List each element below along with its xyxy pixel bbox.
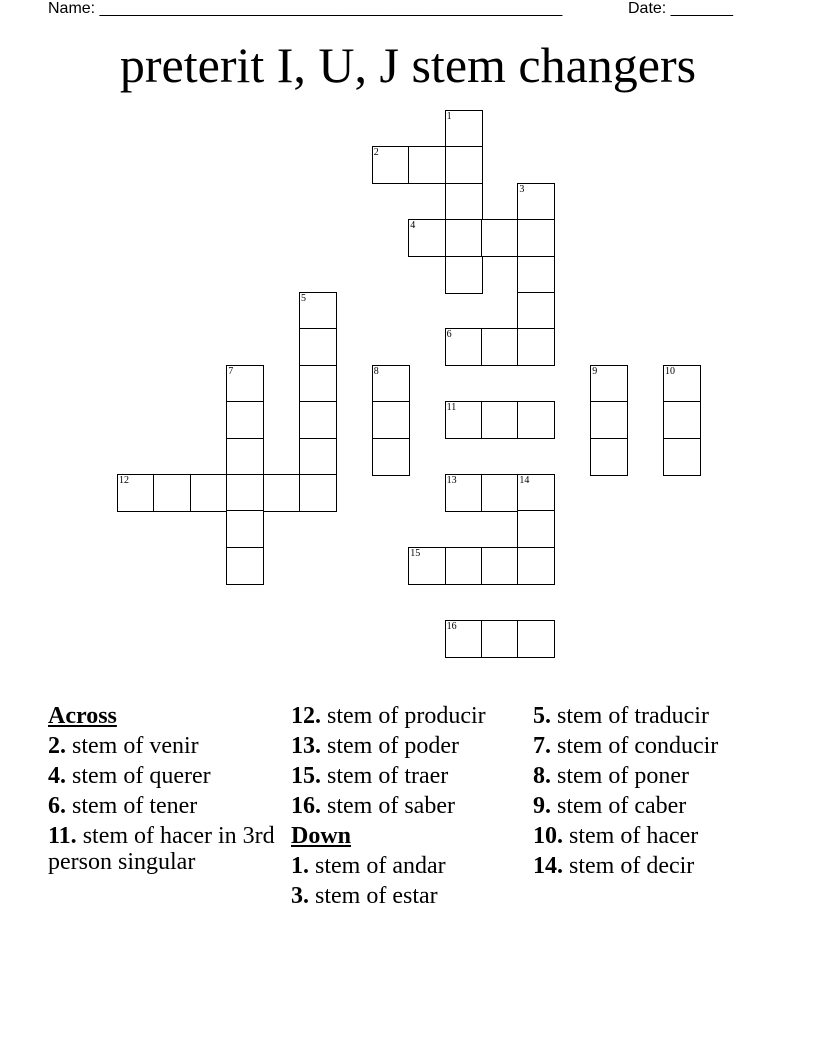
grid-cell[interactable] <box>517 474 555 512</box>
grid-cell[interactable] <box>153 474 191 512</box>
clue-number-label: 8 <box>373 365 379 377</box>
grid-cell[interactable] <box>481 401 519 439</box>
clue-number-label: 12 <box>119 475 129 486</box>
grid-cell[interactable] <box>408 547 446 585</box>
grid-cell[interactable] <box>263 474 301 512</box>
grid-cell[interactable] <box>299 474 337 512</box>
clue-text: stem of decir <box>569 853 695 879</box>
clue-across-11 <box>48 823 280 875</box>
grid-cell[interactable] <box>445 219 483 257</box>
grid-cell[interactable] <box>663 365 701 403</box>
grid-cell[interactable] <box>481 219 519 257</box>
clue-number-label: 14 <box>519 475 530 486</box>
grid-cell[interactable] <box>517 328 555 366</box>
clue-number: 13. <box>291 733 321 759</box>
grid-cell[interactable] <box>517 256 555 294</box>
date-field: Date: _______ <box>628 0 733 17</box>
clue-across-6 <box>48 793 280 819</box>
clue-text: stem of venir <box>72 733 199 759</box>
clues-column-2 <box>291 703 523 913</box>
clue-text: stem of saber <box>327 793 455 819</box>
clue-number: 1. <box>291 853 309 879</box>
clue-number: 7. <box>533 733 551 759</box>
clue-across-13 <box>291 733 523 759</box>
grid-cell[interactable] <box>517 510 555 548</box>
clue-number: 14. <box>533 853 563 879</box>
clue-number-label: 4 <box>410 220 416 232</box>
clue-number: 5. <box>533 703 551 729</box>
grid-cell[interactable] <box>445 474 483 512</box>
grid-cell[interactable] <box>299 292 337 330</box>
grid-cell[interactable] <box>226 401 264 439</box>
grid-cell[interactable] <box>517 183 555 221</box>
grid-cell[interactable] <box>372 365 410 403</box>
grid-cell[interactable] <box>372 146 410 184</box>
grid-cell[interactable] <box>408 146 446 184</box>
grid-cell[interactable] <box>590 438 628 476</box>
clue-down-3 <box>291 883 523 909</box>
clues-column-1 <box>48 703 280 879</box>
clue-down-14 <box>533 853 773 879</box>
clue-text: stem of andar <box>315 853 446 879</box>
grid-cell[interactable] <box>117 474 155 512</box>
clue-text: stem of conducir <box>557 733 719 759</box>
clue-number: 8. <box>533 763 551 789</box>
clue-down-9 <box>533 793 773 819</box>
grid-cell[interactable] <box>445 183 483 221</box>
grid-cell[interactable] <box>226 474 264 512</box>
clue-text: stem of hacer <box>569 823 699 849</box>
grid-cell[interactable] <box>445 146 483 184</box>
grid-cell[interactable] <box>590 401 628 439</box>
grid-cell[interactable] <box>517 219 555 257</box>
clue-across-16 <box>291 793 523 819</box>
clue-text: stem of producir <box>327 703 486 729</box>
clue-text: stem of caber <box>557 793 687 819</box>
grid-cell[interactable] <box>517 401 555 439</box>
grid-cell[interactable] <box>190 474 228 512</box>
grid-cell[interactable] <box>445 547 483 585</box>
clue-number: 12. <box>291 703 321 729</box>
clue-text: stem of traer <box>327 763 449 789</box>
grid-cell[interactable] <box>517 292 555 330</box>
clue-number: 9. <box>533 793 551 819</box>
grid-cell[interactable] <box>445 110 483 148</box>
clue-number: 6. <box>48 793 66 819</box>
clue-text: stem of poder <box>327 733 459 759</box>
clue-text: stem of estar <box>315 883 438 909</box>
clue-number-label: 16 <box>446 620 457 632</box>
clue-across-2 <box>48 733 280 759</box>
grid-cell[interactable] <box>372 401 410 439</box>
clue-number: 11. <box>48 823 77 849</box>
clue-text: stem of traducir <box>557 703 709 729</box>
grid-cell[interactable] <box>517 547 555 585</box>
grid-cell[interactable] <box>663 438 701 476</box>
grid-cell[interactable] <box>226 438 264 476</box>
grid-cell[interactable] <box>226 510 264 548</box>
clue-number: 16. <box>291 793 321 819</box>
name-field: Name: ____________________________________________________ <box>48 0 563 17</box>
grid-cell[interactable] <box>481 620 519 658</box>
clue-number-label: 11 <box>446 402 457 414</box>
clue-number: 3. <box>291 883 309 909</box>
clues-column-3 <box>533 703 773 883</box>
grid-cell[interactable] <box>226 547 264 585</box>
grid-cell[interactable] <box>481 328 519 366</box>
clue-number-label: 13 <box>446 475 457 486</box>
grid-cell[interactable] <box>663 401 701 439</box>
grid-cell[interactable] <box>299 328 337 366</box>
clue-number: 4. <box>48 763 66 789</box>
clue-text: stem of hacer in 3rd person singular <box>48 823 275 875</box>
clue-number-label: 15 <box>410 547 421 559</box>
grid-cell[interactable] <box>445 401 483 439</box>
clue-number-label: 7 <box>228 365 234 377</box>
clue-down-1 <box>291 853 523 879</box>
clue-across-12 <box>291 703 523 729</box>
grid-cell[interactable] <box>590 365 628 403</box>
clue-text: stem of poner <box>557 763 689 789</box>
clue-across-15 <box>291 763 523 789</box>
grid-cell[interactable] <box>299 438 337 476</box>
page-title: preterit I, U, J stem changers <box>119 37 697 93</box>
clue-number-label: 9 <box>592 365 598 377</box>
clue-number-label: 3 <box>519 183 525 195</box>
clue-across-4 <box>48 763 280 789</box>
clue-number: 15. <box>291 763 321 789</box>
grid-cell[interactable] <box>445 620 483 658</box>
across-heading: Across <box>48 703 117 729</box>
clue-number-label: 5 <box>301 293 306 304</box>
grid-cell[interactable] <box>372 438 410 476</box>
clue-number: 10. <box>533 823 563 849</box>
grid-cell[interactable] <box>481 474 519 512</box>
clue-down-5 <box>533 703 773 729</box>
clue-number-label: 10 <box>665 365 675 377</box>
clue-number-label: 2 <box>373 147 379 159</box>
grid-cell[interactable] <box>226 365 264 403</box>
grid-cell[interactable] <box>445 256 483 294</box>
grid-cell[interactable] <box>481 547 519 585</box>
clue-down-7 <box>533 733 773 759</box>
grid-cell[interactable] <box>299 365 337 403</box>
grid-cell[interactable] <box>445 328 483 366</box>
grid-cell[interactable] <box>408 219 446 257</box>
clue-down-10 <box>533 823 773 849</box>
clue-text: stem of tener <box>72 793 198 819</box>
down-heading: Down <box>291 823 352 849</box>
clue-number-label: 1 <box>446 111 452 122</box>
clue-down-8 <box>533 763 773 789</box>
grid-cell[interactable] <box>517 620 555 658</box>
clue-number: 2. <box>48 733 66 759</box>
grid-cell[interactable] <box>299 401 337 439</box>
clue-number-label: 6 <box>446 329 452 341</box>
clue-text: stem of querer <box>72 763 211 789</box>
